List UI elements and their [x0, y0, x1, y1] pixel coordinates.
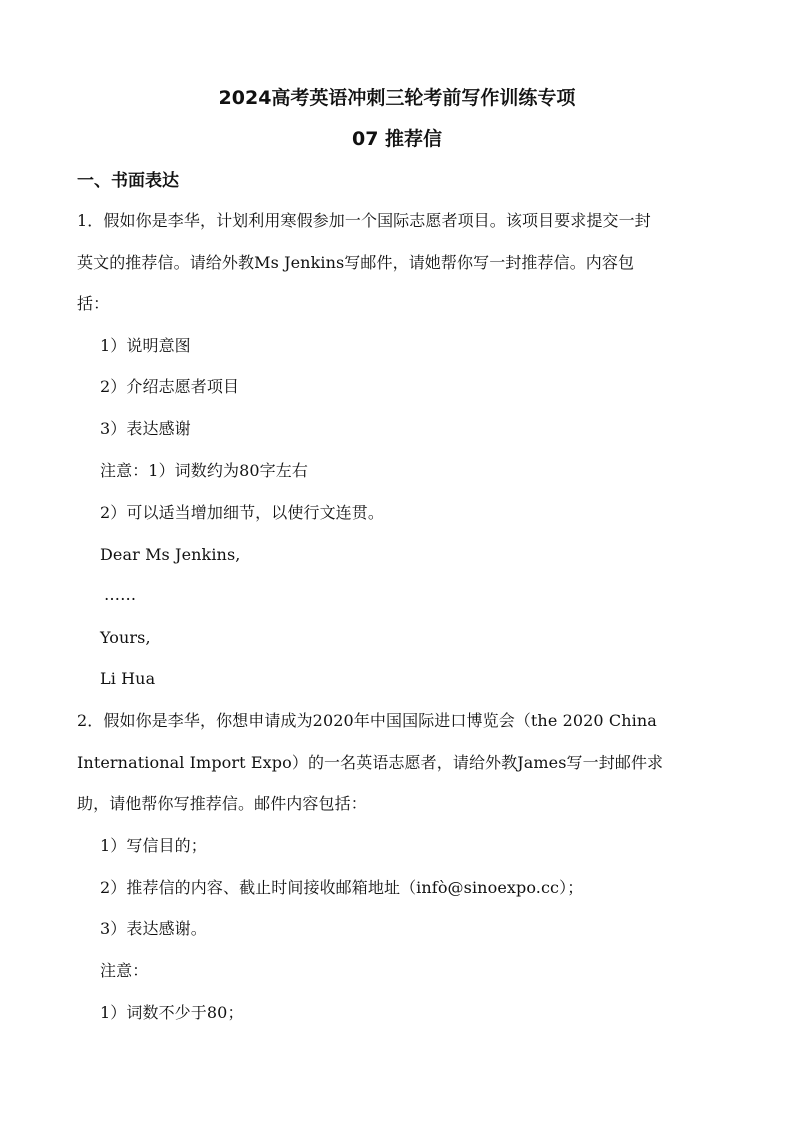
document-subtitle: 07 推荐信 — [351, 128, 443, 150]
q1-ellipsis: …… — [104, 585, 137, 604]
q1-line-1: 1．假如你是李华，计划利用寒假参加一个国际志愿者项目。该项目要求提交一封 — [77, 211, 651, 230]
q1-note-2: 2）可以适当增加细节，以使行文连贯。 — [100, 503, 384, 522]
q1-line-2: 英文的推荐信。请给外教Ms Jenkins写邮件，请她帮你写一封推荐信。内容包 — [77, 253, 635, 272]
q2-point-2: 2）推荐信的内容、截止时间接收邮箱地址（infò@sinoexpo.cc）； — [100, 878, 584, 897]
q1-point-1: 1）说明意图 — [100, 336, 191, 355]
q2-note-label: 注意： — [100, 961, 149, 980]
q1-closing: Yours, — [100, 628, 151, 647]
q1-point-3: 3）表达感谢 — [100, 419, 191, 438]
q1-signature: Li Hua — [100, 669, 156, 688]
q1-point-2: 2）介绍志愿者项目 — [100, 377, 240, 396]
q2-line-3: 助，请他帮你写推荐信。邮件内容包括： — [77, 794, 367, 813]
q2-point-1: 1）写信目的； — [100, 836, 207, 855]
q1-note-1: 注意：1）词数约为80字左右 — [100, 461, 308, 480]
q2-point-3: 3）表达感谢。 — [100, 919, 207, 938]
document-title: 2024高考英语冲刺三轮考前写作训练专项 — [218, 87, 576, 109]
section-heading: 一、书面表达 — [77, 171, 179, 191]
q2-note-1: 1）词数不少于80； — [100, 1003, 244, 1022]
q1-greeting: Dear Ms Jenkins, — [100, 545, 241, 564]
q1-line-3: 括： — [77, 294, 110, 313]
q2-line-1: 2．假如你是李华，你想申请成为2020年中国国际进口博览会（the 2020 China — [77, 711, 657, 730]
q2-line-2: International Import Expo）的一名英语志愿者，请给外教James写一封邮件求 — [77, 753, 664, 772]
